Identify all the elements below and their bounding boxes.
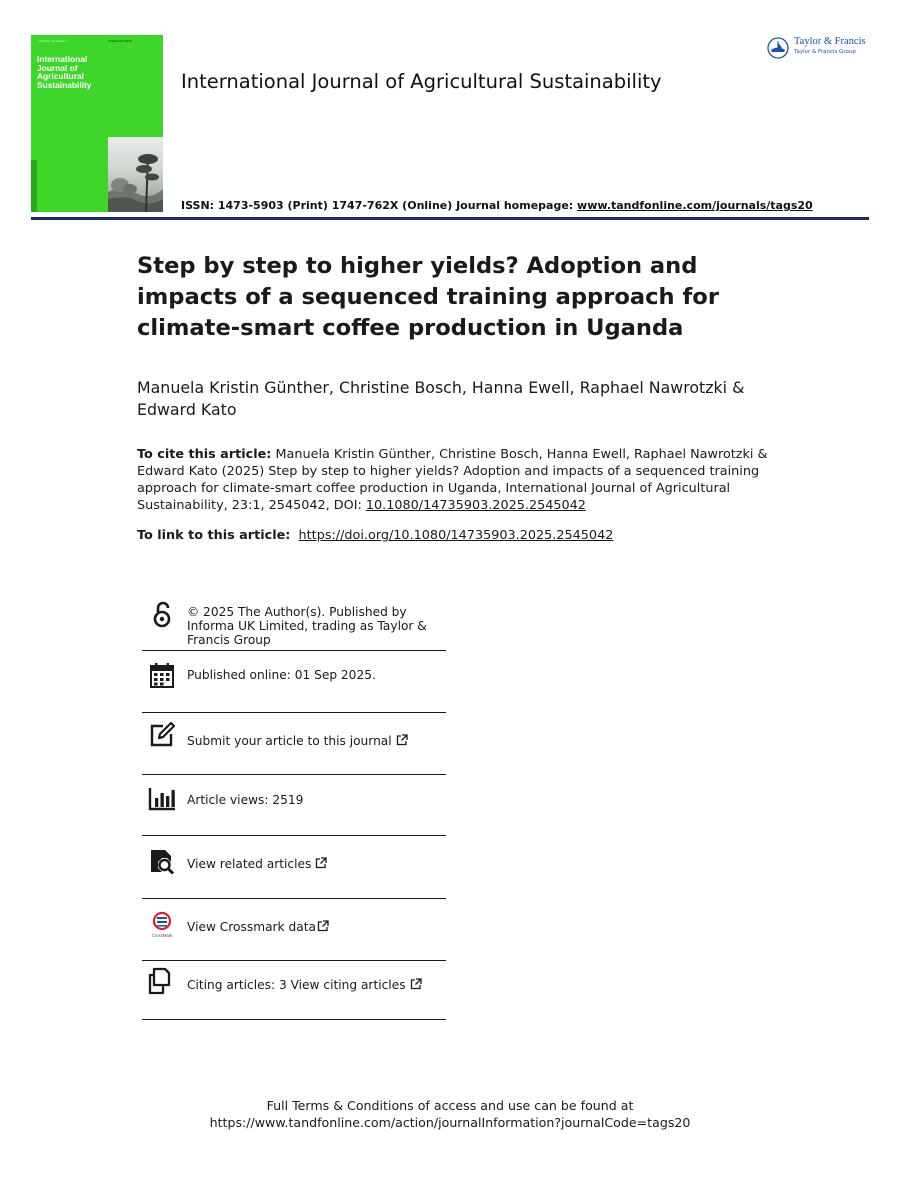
cover-strip: [31, 160, 37, 212]
external-link-icon: [315, 857, 327, 869]
cover-title-line: Journal of: [37, 62, 78, 73]
crossmark-item[interactable]: [142, 899, 446, 961]
citation-label: To cite this article:: [137, 447, 272, 462]
crossmark-icon-text: CrossMark: [151, 933, 173, 938]
article-link-line: [137, 528, 787, 543]
article-authors: Manuela Kristin Günther, Christine Bosch, Hanna Ewell, Raphael Nawrotzki & Edward Kato: [137, 378, 745, 419]
related-label: View related articles: [187, 857, 312, 871]
license-text: © 2025 The Author(s). Published by Informa UK Limited, trading as Taylor & Francis Group: [187, 605, 427, 647]
external-link-icon: [396, 734, 408, 746]
publisher-logo[interactable]: [766, 36, 876, 60]
footer-terms: [0, 1097, 900, 1131]
cover-title: [37, 55, 127, 89]
crossmark-label: View Crossmark data: [187, 920, 316, 934]
footer-terms-link[interactable]: https://www.tandfonline.com/action/journalInformation?journalCode=tags20: [209, 1115, 691, 1130]
crossmark-icon: [148, 911, 176, 939]
cover-title-line: International: [37, 54, 88, 64]
journal-cover: [31, 35, 163, 212]
related-item[interactable]: [142, 836, 446, 899]
license-item[interactable]: [142, 598, 446, 651]
citation-text: Manuela Kristin Günther, Christine Bosch, Hanna Ewell, Raphael Nawrotzki & Edward Kato (2025) Step by step to higher yields? Adoption and impacts of a sequenced training approach for climate-smart coffee production in Uganda, International Journal of Agricultural Sustainability, 23:1, 2545042, DOI:: [137, 447, 768, 513]
open-access-icon: [148, 600, 176, 628]
cover-title-line: Agricultural: [37, 71, 84, 82]
issn-line: [181, 199, 813, 212]
related-text: [187, 857, 327, 871]
cover-issue-text: Volume 23 Issue 1: [39, 39, 67, 43]
header-rule: [31, 217, 869, 220]
article-info-list: [142, 598, 446, 1020]
published-item: [142, 651, 446, 713]
submit-item[interactable]: [142, 713, 446, 775]
issn-text: ISSN: 1473-5903 (Print) 1747-762X (Online) Journal homepage:: [181, 199, 578, 212]
journal-homepage-link[interactable]: www.tandfonline.com/journals/tags20: [577, 199, 813, 212]
copy-documents-icon: [148, 967, 176, 995]
citing-label: Citing articles: 3 View citing articles: [187, 978, 406, 992]
article-title: Step by step to higher yields? Adoption and impacts of a sequenced training approach for climate-smart coffee production in Uganda: [137, 253, 719, 341]
cover-title-line: Sustainability: [37, 79, 92, 90]
search-document-icon: [148, 848, 176, 876]
article-doi-url[interactable]: https://doi.org/10.1080/14735903.2025.2545042: [298, 528, 614, 543]
citing-item[interactable]: [142, 961, 446, 1020]
citation-block: [137, 446, 787, 514]
publisher-emblem-icon: [766, 36, 790, 60]
citing-text: [187, 978, 422, 992]
submit-text: [187, 734, 408, 748]
publisher-group: Taylor & Francis Group: [794, 49, 856, 55]
citation-doi-link[interactable]: 10.1080/14735903.2025.2545042: [365, 498, 586, 513]
publisher-name: Taylor & Francis: [794, 36, 866, 47]
bar-chart-icon: [148, 785, 176, 813]
external-link-icon: [317, 920, 329, 932]
cover-photo: [108, 137, 163, 212]
external-link-icon: [410, 978, 422, 990]
crossmark-text: [187, 920, 329, 934]
submit-label: Submit your article to this journal: [187, 734, 392, 748]
article-link-label: To link to this article:: [137, 528, 291, 543]
journal-title: International Journal of Agricultural Sustainability: [181, 70, 662, 93]
views-text: Article views: 2519: [187, 793, 304, 807]
published-text: Published online: 01 Sep 2025.: [187, 668, 376, 682]
calendar-icon: [148, 661, 176, 689]
footer-line1: Full Terms & Conditions of access and use can be found at: [266, 1098, 634, 1113]
cover-published-text: Published 2025: [109, 39, 133, 43]
edit-icon: [148, 721, 176, 749]
views-item: [142, 775, 446, 836]
